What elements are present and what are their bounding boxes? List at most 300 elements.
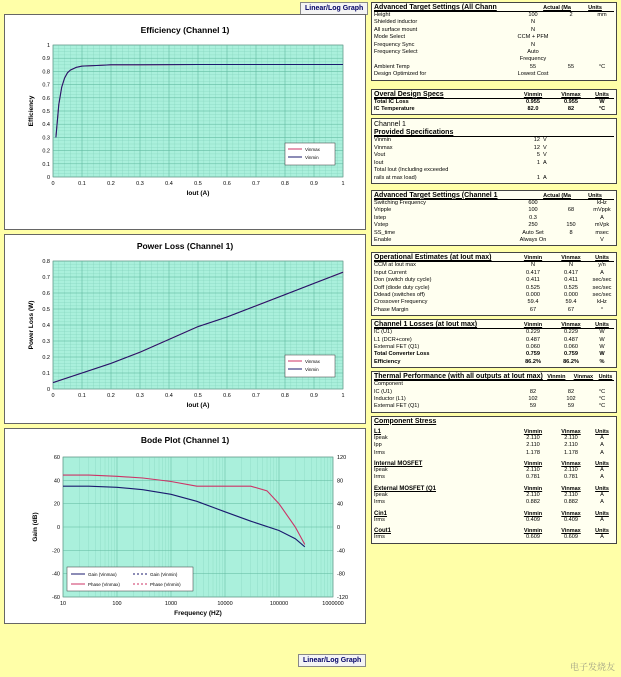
advanced-settings-channel1-row-label: Istep xyxy=(374,214,387,221)
y-tick-label: 1 xyxy=(46,43,50,49)
stress-cin1-row-unit: A xyxy=(600,516,604,523)
stress-l1-row xyxy=(374,435,614,442)
operational-estimates-row xyxy=(374,292,614,299)
provided-specifications-title: Provided Specifications xyxy=(374,129,454,137)
stress-external-mosfet-q1-row-vinmax: 0.882 xyxy=(564,499,578,506)
operational-estimates-row-label: Input Current xyxy=(374,269,407,276)
stress-l1-row xyxy=(374,450,614,457)
stress-l1-row-vinmin: 1.178 xyxy=(526,449,540,456)
advanced-settings-all-row-label: Height xyxy=(374,12,391,18)
x-tick-label: 0.5 xyxy=(194,181,202,187)
stress-internal-mosfet-row xyxy=(374,474,614,481)
y-axis-label: Power Loss (W) xyxy=(28,300,35,350)
x-tick-label: 0 xyxy=(51,393,55,399)
advanced-settings-all-row-unit xyxy=(590,49,614,64)
stress-cin1-row xyxy=(374,517,614,524)
advanced-settings-channel1-row xyxy=(374,237,614,244)
y-tick-label: 0.4 xyxy=(42,122,50,129)
advanced-settings-all-row-unit xyxy=(590,34,614,41)
advanced-settings-all-row-vinmin: CCM + PFM xyxy=(517,34,549,41)
operational-estimates-row-vinmax: 0.411 xyxy=(564,277,578,284)
channel1-losses-row-unit: W xyxy=(599,329,605,336)
advanced-settings-all-col-header: Actual (Ma xyxy=(543,5,571,11)
advanced-settings-all-row xyxy=(374,12,614,19)
x-tick-label: 10000 xyxy=(217,601,233,607)
provided-row-value: 5 xyxy=(536,152,540,159)
operational-estimates-row-label: CCM at Iout max xyxy=(374,262,416,269)
stress-group-name: L1 xyxy=(374,428,382,435)
x-tick-label: 0.4 xyxy=(165,393,173,399)
advanced-settings-all-row-vinmax xyxy=(552,27,590,34)
stress-cin1-row-vinmin: 0.409 xyxy=(526,516,540,523)
channel1-losses-row-vinmax: 0.060 xyxy=(564,344,578,350)
advanced-settings-all-row-unit xyxy=(590,71,614,78)
channel1-losses-row-vinmin: 0.759 xyxy=(526,351,540,358)
advanced-settings-channel1-row xyxy=(374,200,614,207)
y-tick-label: 0.6 xyxy=(42,291,50,297)
channel1-losses-row-label: Total Converter Loss xyxy=(374,351,430,358)
operational-estimates-row-vinmin: 0.417 xyxy=(526,269,540,276)
overall-design-specs-row xyxy=(374,106,614,113)
advanced-settings-channel1-row xyxy=(374,222,614,229)
provided-row xyxy=(374,167,614,174)
channel1-losses-row-vinmin: 0.487 xyxy=(526,336,540,343)
operational-estimates-row-unit: sec/sec xyxy=(592,277,612,284)
overall-design-specs-col-header: Vinmax xyxy=(561,91,581,98)
linear-log-graph-button-bottom[interactable]: Linear/Log Graph xyxy=(298,654,366,667)
watermark: 电子发烧友 xyxy=(569,662,615,672)
thermal-performance-row-vinmin: 102 xyxy=(528,396,538,403)
bode-plot-chart-title: Bode Plot (Channel 1) xyxy=(140,435,230,445)
y-tick-label: -40 xyxy=(52,571,60,578)
advanced-settings-all-row-vinmin: Auto Frequency xyxy=(519,49,547,63)
channel1-losses-title: Channel 1 Losses (at Iout max) xyxy=(374,321,478,329)
advanced-settings-all-row-unit: mm xyxy=(597,12,607,18)
provided-row-value: 12 xyxy=(533,137,540,144)
operational-estimates-row-label: Ddead (switches off) xyxy=(374,291,425,298)
x-tick-label: 0.7 xyxy=(252,393,260,399)
overall-design-specs-col-header: Vinmin xyxy=(523,91,543,98)
advanced-settings-channel1-row-unit: A xyxy=(600,214,604,221)
spacer xyxy=(554,137,614,144)
stress-external-mosfet-q1-row-label: Irms xyxy=(374,499,385,506)
x-tick-label: 100 xyxy=(112,601,122,607)
thermal-performance-row-label: External FET (Q1) xyxy=(374,403,420,410)
stress-col-vinmax: Vinmax xyxy=(561,461,581,468)
operational-estimates-row-label: Don (switch duty cycle) xyxy=(374,277,432,284)
channel1-losses-row xyxy=(374,329,614,336)
stress-cout1-row-unit: A xyxy=(600,534,604,541)
operational-estimates-row-vinmax: 59.4 xyxy=(565,299,577,306)
advanced-settings-all-row-vinmax: 2 xyxy=(569,12,573,18)
stress-col-vinmin: Vinmin xyxy=(523,428,543,435)
thermal-performance-row-vinmin: 82 xyxy=(529,388,537,395)
x-tick-label: 1 xyxy=(341,181,345,187)
y-tick-label: 0.8 xyxy=(42,69,50,76)
operational-estimates-row-label: Crossover Frequency xyxy=(374,299,428,306)
provided-row-unit: V xyxy=(543,137,547,144)
advanced-settings-all-row-vinmax xyxy=(552,71,590,78)
y-tick-label: 0 xyxy=(46,387,50,393)
thermal-performance-row-vinmax: 59 xyxy=(567,403,575,410)
operational-estimates-row-unit: sec/sec xyxy=(592,291,612,298)
y2-tick-label: 120 xyxy=(337,455,347,461)
y-tick-label: 0.5 xyxy=(42,109,50,115)
y-tick-label: -60 xyxy=(52,595,60,601)
stress-l1-row-vinmin: 2.110 xyxy=(526,434,540,441)
advanced-settings-all-row xyxy=(374,34,614,41)
thermal-performance-row-vinmin xyxy=(514,381,552,388)
advanced-settings-channel1-row-vinmin: 0.3 xyxy=(529,214,537,221)
x-axis-label: Iout (A) xyxy=(186,402,210,409)
provided-row-unit: V xyxy=(543,152,547,159)
stress-internal-mosfet-row-vinmin: 0.781 xyxy=(526,474,540,481)
y-tick-label: 0 xyxy=(56,525,60,531)
y-tick-label: 0.8 xyxy=(42,259,50,265)
advanced-settings-all-row-label: Mode Select xyxy=(374,34,406,41)
operational-estimates-row xyxy=(374,277,614,284)
channel1-losses-row-unit: % xyxy=(599,358,605,365)
provided-row xyxy=(374,145,614,152)
stress-external-mosfet-q1-row xyxy=(374,492,614,499)
channel1-losses-row-label: L1 (DCR+core) xyxy=(374,336,412,343)
legend-label: Gain (Vinmin) xyxy=(150,572,178,577)
spacer xyxy=(554,167,614,174)
y-tick-label: 0.9 xyxy=(42,56,50,63)
advanced-settings-all-row xyxy=(374,49,614,64)
channel1-losses-col-header: Units xyxy=(595,322,609,329)
y-tick-label: 20 xyxy=(53,501,60,508)
thermal-performance-header xyxy=(374,373,614,381)
stress-internal-mosfet-row-unit: A xyxy=(600,467,604,474)
channel1-losses-row-vinmax: 0.487 xyxy=(564,336,578,343)
channel1-losses-row-vinmax: 0.759 xyxy=(564,351,578,358)
thermal-performance-row-vinmax: 82 xyxy=(567,388,575,395)
x-tick-label: 0.3 xyxy=(136,181,144,187)
x-tick-label: 1000 xyxy=(164,601,178,607)
operational-estimates-row-vinmin: N xyxy=(530,262,536,269)
operational-estimates-row xyxy=(374,285,614,292)
operational-estimates-col-header: Units xyxy=(595,255,609,262)
stress-col-vinmin: Vinmin xyxy=(523,461,543,468)
provided-row-label: Iout xyxy=(374,159,384,166)
overall-design-specs xyxy=(371,89,617,116)
thermal-performance-row-vinmax xyxy=(552,381,590,388)
operational-estimates-title: Operational Estimates (at Iout max) xyxy=(374,254,492,262)
operational-estimates-row-vinmax: 0.417 xyxy=(564,269,578,276)
channel1-losses-row-vinmin: 0.060 xyxy=(526,344,540,350)
component-stress-title: Component Stress xyxy=(374,417,437,425)
y-tick-label: -20 xyxy=(52,548,60,555)
operational-estimates-row xyxy=(374,262,614,269)
thermal-performance-row xyxy=(374,403,614,410)
x-axis-label: Iout (A) xyxy=(186,190,210,197)
provided-specifications-header xyxy=(374,129,614,137)
spacer xyxy=(554,152,614,159)
thermal-performance xyxy=(371,371,617,413)
x-tick-label: 0.4 xyxy=(165,181,173,187)
operational-estimates-row-vinmin: 59.4 xyxy=(527,299,539,306)
advanced-settings-all-row-label: Ambient Temp xyxy=(374,63,410,70)
advanced-settings-channel1-col-header: Units xyxy=(588,192,602,199)
overall-design-specs-row-vinmax: 82 xyxy=(567,106,575,113)
thermal-performance-row-unit: °C xyxy=(598,403,606,410)
advanced-settings-all-row xyxy=(374,19,614,26)
stress-col-vinmin: Vinmin xyxy=(523,528,543,535)
y2-tick-label: -120 xyxy=(337,595,349,601)
chart-svg xyxy=(5,15,367,231)
component-stress xyxy=(371,416,617,544)
provided-row-value: 1 xyxy=(536,159,540,166)
y-axis-label: Efficiency xyxy=(28,95,35,127)
channel1-losses-row xyxy=(374,337,614,344)
advanced-settings-all-row-vinmin: N xyxy=(530,41,536,48)
operational-estimates-header xyxy=(374,254,614,262)
provided-specifications xyxy=(371,118,617,183)
y-tick-label: 0.7 xyxy=(42,275,50,281)
stress-col-vinmax: Vinmax xyxy=(561,485,581,492)
overall-design-specs-row-vinmin: 82.0 xyxy=(527,106,539,113)
stress-l1-row-vinmax: 2.110 xyxy=(564,442,578,449)
operational-estimates-row-unit: ° xyxy=(600,306,604,313)
y2-tick-label: 40 xyxy=(337,501,344,508)
channel1-losses-row-label: IC (U1) xyxy=(374,329,393,336)
y-tick-label: 0.3 xyxy=(42,339,50,345)
advanced-settings-channel1-row-label: Vstep xyxy=(374,222,389,229)
advanced-settings-channel1-row-unit: kHz xyxy=(597,199,607,206)
advanced-settings-all-row-vinmin: N xyxy=(530,26,536,33)
x-tick-label: 0.9 xyxy=(310,181,318,187)
stress-external-mosfet-q1-row xyxy=(374,499,614,506)
channel1-losses-col-header: Vinmax xyxy=(561,322,581,329)
stress-l1-row-unit: A xyxy=(600,434,604,441)
stress-l1-row-label: Ipp xyxy=(374,442,382,449)
x-tick-label: 0.3 xyxy=(136,393,144,399)
x-tick-label: 1000000 xyxy=(322,601,344,607)
linear-log-graph-button-top[interactable]: Linear/Log Graph xyxy=(300,2,368,15)
stress-col-units: Units xyxy=(595,510,609,517)
advanced-settings-channel1-row-vinmax xyxy=(552,215,590,222)
overall-design-specs-row-label: Total IC Loss xyxy=(374,98,409,105)
stress-l1-row xyxy=(374,442,614,449)
overall-design-specs-col-header: Units xyxy=(595,91,609,98)
advanced-settings-all-row-vinmin: 100 xyxy=(528,12,538,18)
advanced-settings-channel1-row-vinmin: 250 xyxy=(528,222,538,229)
advanced-settings-all-col-header: Units xyxy=(588,5,602,11)
channel1-losses xyxy=(371,319,617,368)
overall-design-specs-row-label: IC Temperature xyxy=(374,106,415,113)
operational-estimates-col-header: Vinmax xyxy=(561,255,581,262)
advanced-settings-channel1-row-vinmin: 600 xyxy=(528,199,538,206)
overall-design-specs-row-vinmin: 0.955 xyxy=(526,98,540,105)
advanced-settings-all-row-vinmin: N xyxy=(530,19,536,26)
advanced-settings-all-row xyxy=(374,42,614,49)
y2-tick-label: 0 xyxy=(337,525,341,531)
advanced-settings-all-row-vinmax xyxy=(552,34,590,41)
spacer xyxy=(554,145,614,152)
stress-external-mosfet-q1-row-unit: A xyxy=(600,491,604,498)
stress-group-name: Cin1 xyxy=(374,510,388,517)
thermal-performance-col-header: Vinmax xyxy=(573,374,594,381)
advanced-settings-all xyxy=(371,2,617,81)
operational-estimates-row-vinmax: N xyxy=(568,262,574,269)
bode-plot-chart xyxy=(4,428,366,624)
thermal-performance-row-label: Inductor (L1) xyxy=(374,396,406,403)
advanced-settings-channel1-row-unit: V xyxy=(600,236,604,243)
stress-cout1-row-vinmin: 0.609 xyxy=(526,534,540,541)
power-loss-chart xyxy=(4,234,366,424)
operational-estimates-row-unit: A xyxy=(600,269,604,276)
advanced-settings-channel1-row-label: Vripple xyxy=(374,207,392,214)
stress-cout1-row xyxy=(374,534,614,541)
operational-estimates-col-header: Vinmin xyxy=(523,255,543,262)
y-axis-label: Gain (dB) xyxy=(32,512,39,542)
stress-internal-mosfet-row-vinmin: 2.110 xyxy=(526,467,540,474)
advanced-settings-channel1-row-vinmax: 8 xyxy=(569,229,573,236)
operational-estimates-row-vinmin: 0.525 xyxy=(526,284,540,291)
advanced-settings-channel1-row-unit: mVppk xyxy=(593,207,611,214)
provided-row xyxy=(374,152,614,159)
advanced-settings-channel1-row-label: Enable xyxy=(374,236,392,243)
channel1-losses-col-header: Vinmin xyxy=(523,322,543,329)
operational-estimates-row-label: Doff (diode duty cycle) xyxy=(374,284,430,291)
legend-label: Gain (Vinmax) xyxy=(88,572,117,577)
x-tick-label: 1 xyxy=(341,393,345,399)
channel1-losses-row-vinmax: 86.2% xyxy=(563,358,579,365)
advanced-settings-channel1-row xyxy=(374,207,614,214)
stress-l1-row-unit: A xyxy=(600,442,604,449)
legend-label: Vinmin xyxy=(305,367,319,372)
y-tick-label: 0.6 xyxy=(42,95,50,102)
operational-estimates-row-vinmin: 0.000 xyxy=(526,291,540,298)
advanced-settings-channel1-row-unit: mVpk xyxy=(594,222,610,229)
x-tick-label: 0.6 xyxy=(223,181,231,187)
advanced-settings-all-row-vinmax xyxy=(552,42,590,49)
y-tick-label: 0.1 xyxy=(42,371,50,377)
stress-cout1-row-label: Irms xyxy=(374,534,385,541)
advanced-settings-all-row-label: Frequency Sync xyxy=(374,41,415,48)
stress-internal-mosfet-row-label: Ipeak xyxy=(374,467,388,474)
y2-tick-label: 80 xyxy=(337,478,344,485)
legend-label: Vinmax xyxy=(305,359,320,364)
stress-internal-mosfet-row-vinmax: 2.110 xyxy=(564,467,578,474)
operational-estimates-row xyxy=(374,307,614,314)
operational-estimates-row xyxy=(374,299,614,306)
operational-estimates-row-vinmax: 67 xyxy=(567,306,575,313)
advanced-settings-all-row-unit: °C xyxy=(598,63,606,70)
component-stress-header xyxy=(374,418,614,425)
y-tick-label: 0.5 xyxy=(42,307,50,313)
stress-col-units: Units xyxy=(595,461,609,468)
provided-row-unit: A xyxy=(543,174,547,181)
stress-group-name: Cout1 xyxy=(374,528,391,535)
advanced-settings-all-header xyxy=(374,4,614,12)
thermal-performance-row-unit xyxy=(590,381,614,388)
operational-estimates-row-vinmin: 67 xyxy=(529,306,537,313)
x-tick-label: 0.6 xyxy=(223,393,231,399)
advanced-settings-all-row-label: All surface mount xyxy=(374,26,418,33)
thermal-performance-row-label: IC (U1) xyxy=(374,388,393,395)
y2-tick-label: -80 xyxy=(337,571,345,578)
legend-label: Phase (Vinmin) xyxy=(150,582,181,587)
stress-external-mosfet-q1-row-unit: A xyxy=(600,499,604,506)
advanced-settings-all-row-vinmax xyxy=(552,49,590,64)
overall-design-specs-row-unit: °C xyxy=(598,106,606,113)
overall-design-specs-row-unit: W xyxy=(599,98,605,105)
x-tick-label: 0 xyxy=(51,181,55,187)
advanced-settings-channel1-row-vinmax xyxy=(552,200,590,207)
stress-cin1-row-label: Irms xyxy=(374,516,385,523)
stress-col-vinmax: Vinmax xyxy=(561,428,581,435)
channel1-losses-row-vinmin: 0.229 xyxy=(526,329,540,336)
channel1-losses-row-vinmin: 86.2% xyxy=(525,358,541,365)
x-tick-label: 0.9 xyxy=(310,393,318,399)
provided-row-unit: V xyxy=(543,144,547,151)
thermal-performance-title: Thermal Performance (with all outputs at Iout max) xyxy=(374,373,543,381)
stress-external-mosfet-q1-row-vinmax: 2.110 xyxy=(564,491,578,498)
x-tick-label: 100000 xyxy=(269,601,289,607)
advanced-settings-channel1-row xyxy=(374,215,614,222)
channel1-losses-row-label: Efficiency xyxy=(374,358,401,365)
power-loss-chart-title: Power Loss (Channel 1) xyxy=(136,241,234,251)
legend-label: Vinmax xyxy=(305,147,320,152)
advanced-settings-channel1-header xyxy=(374,192,614,200)
advanced-settings-all-row xyxy=(374,71,614,78)
overall-design-specs-row-vinmax: 0.955 xyxy=(564,98,578,105)
provided-row xyxy=(374,137,614,144)
y2-tick-label: -40 xyxy=(337,548,345,555)
channel1-losses-row-vinmax: 0.229 xyxy=(564,329,578,336)
advanced-settings-channel1-row xyxy=(374,230,614,237)
x-tick-label: 0.7 xyxy=(252,181,260,187)
thermal-performance-col-header: Units xyxy=(598,374,613,381)
provided-row xyxy=(374,175,614,182)
stress-internal-mosfet-row-vinmax: 0.781 xyxy=(564,474,578,481)
channel1-losses-row-unit: W xyxy=(599,336,605,343)
thermal-performance-row-vinmin: 59 xyxy=(529,403,537,410)
operational-estimates-row-vinmin: 0.411 xyxy=(526,277,540,284)
advanced-settings-channel1-row-label: SS_time xyxy=(374,229,396,236)
advanced-settings-all-row-unit xyxy=(590,27,614,34)
stress-internal-mosfet-row-label: Irms xyxy=(374,474,385,481)
provided-row-label: Total Iout (Including exceeded xyxy=(374,167,449,174)
operational-estimates xyxy=(371,252,617,316)
advanced-settings-channel1-row-vinmin: Always On xyxy=(519,236,547,243)
legend-label: Vinmin xyxy=(305,155,319,160)
stress-internal-mosfet-row-unit: A xyxy=(600,474,604,481)
provided-row-value: 12 xyxy=(533,144,540,151)
provided-row-value: 1 xyxy=(536,174,540,181)
advanced-settings-all-row-unit xyxy=(590,42,614,49)
y-tick-label: 0.4 xyxy=(42,323,50,329)
advanced-settings-all-row-vinmax xyxy=(552,19,590,26)
stress-col-vinmax: Vinmax xyxy=(561,510,581,517)
advanced-settings-all-title: Advanced Target Settings (All Chann xyxy=(374,4,497,11)
advanced-settings-all-row-vinmin: 55 xyxy=(529,63,537,70)
stress-l1-row-label: Ipeak xyxy=(374,434,388,441)
channel1-losses-row xyxy=(374,359,614,366)
x-tick-label: 0.8 xyxy=(281,393,289,399)
legend-box xyxy=(67,567,193,591)
overall-design-specs-row xyxy=(374,99,614,106)
x-tick-label: 0.1 xyxy=(78,393,86,399)
advanced-settings-channel1-row-vinmax: 68 xyxy=(567,207,575,214)
advanced-settings-all-row-vinmin: Lowest Cost xyxy=(517,71,549,78)
advanced-settings-channel1-row-vinmin: 100 xyxy=(528,207,538,214)
x-tick-label: 10 xyxy=(59,601,67,607)
thermal-performance-row xyxy=(374,396,614,403)
y-tick-label: 40 xyxy=(53,478,60,485)
